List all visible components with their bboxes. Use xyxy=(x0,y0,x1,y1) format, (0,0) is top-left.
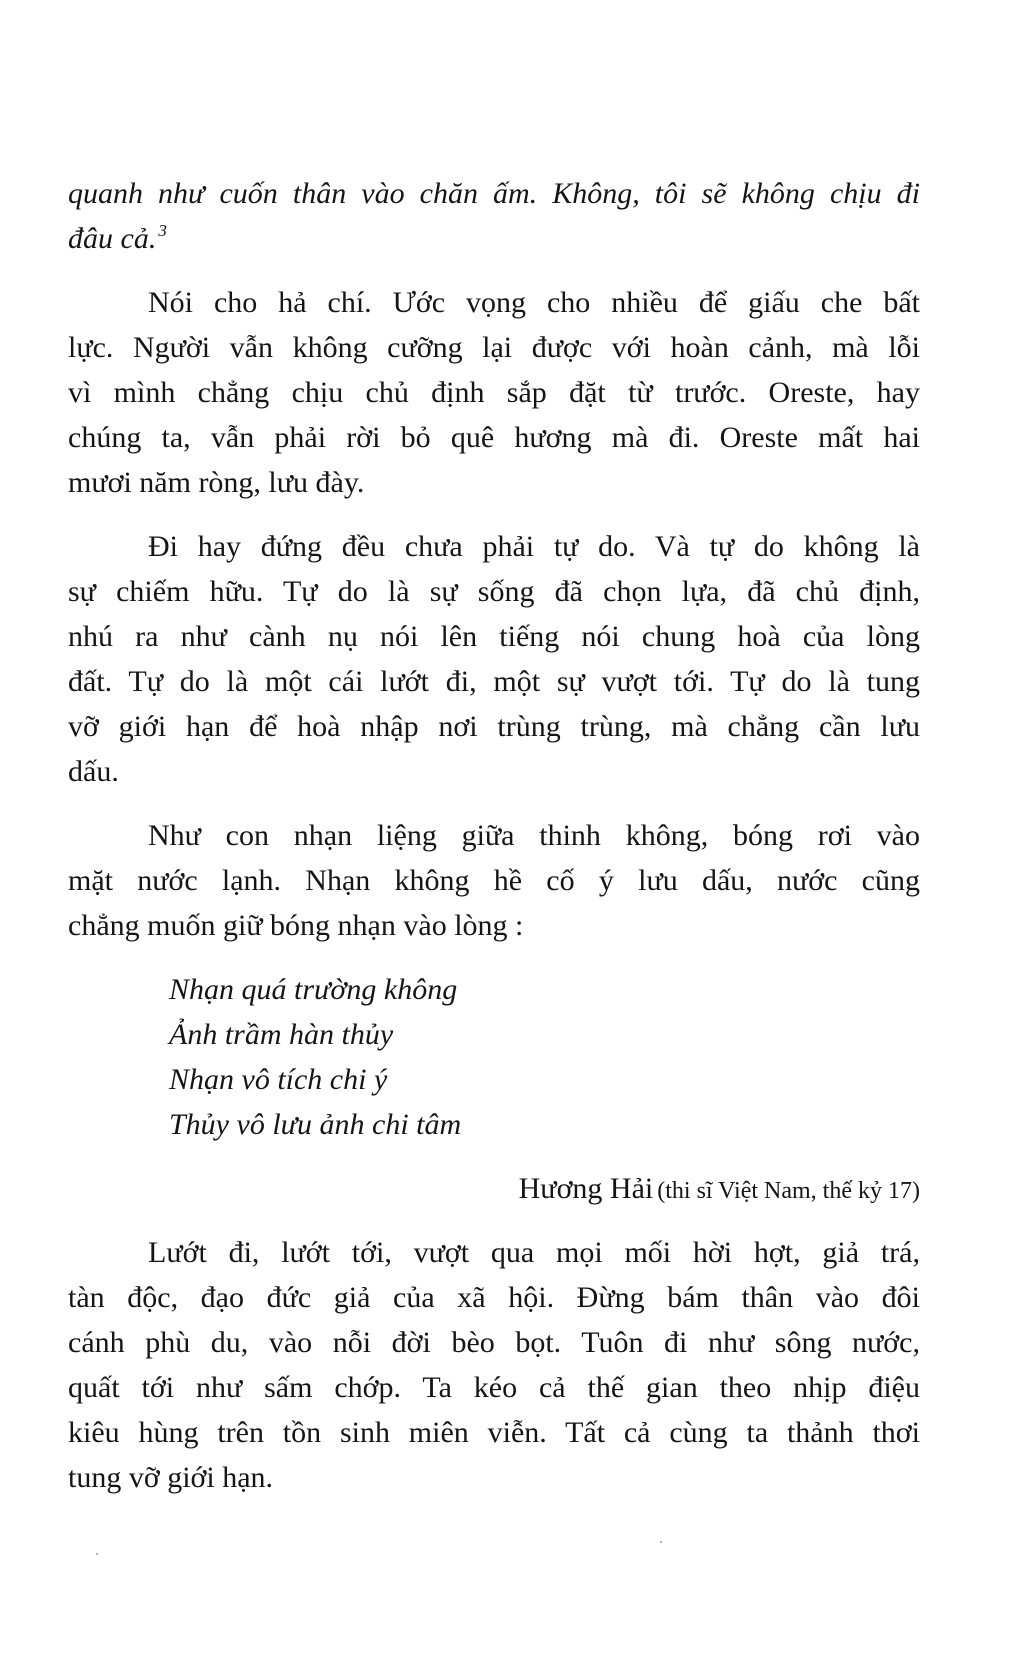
line-text: sự chiếm hữu. Tự do là sự sống đã chọn lựa, đã chủ định, xyxy=(68,575,920,608)
line-text: Ảnh trầm hàn thủy xyxy=(169,1018,394,1051)
line-text: Đi hay đứng đều chưa phải tự do. Và tự do không là xyxy=(148,530,920,563)
text-line xyxy=(68,280,920,325)
text-line xyxy=(68,614,920,659)
text-line xyxy=(68,524,920,569)
line-text: đất. Tự do là một cái lướt đi, một sự vượt tới. Tự do là tung xyxy=(68,665,920,698)
line-text: Như con nhạn liệng giữa thinh không, bóng rơi vào xyxy=(148,819,920,852)
paragraph xyxy=(68,280,920,505)
line-text: mặt nước lạnh. Nhạn không hề cố ý lưu dấu, nước cũng xyxy=(68,864,920,897)
text-line xyxy=(68,171,920,216)
text-line xyxy=(68,704,920,749)
line-text: dấu. xyxy=(68,755,119,788)
scan-speck xyxy=(96,1553,98,1555)
line-text: Lướt đi, lướt tới, vượt qua mọi mối hời hợt, giả trá, xyxy=(148,1236,920,1269)
text-line xyxy=(68,813,920,858)
line-text: đâu cả. xyxy=(68,222,157,255)
footnote-marker[interactable]: 3 xyxy=(158,221,167,240)
text-line xyxy=(68,415,920,460)
line-text: tàn độc, đạo đức giả của xã hội. Đừng bám thân vào đôi xyxy=(68,1281,920,1314)
paragraph xyxy=(68,524,920,794)
attribution-note: (thi sĩ Việt Nam, thế kỷ 17) xyxy=(657,1178,920,1204)
text-line xyxy=(68,1365,920,1410)
attribution-author: Hương Hải xyxy=(518,1172,654,1205)
line-text: lực. Người vẫn không cưỡng lại được với hoàn cảnh, mà lỗi xyxy=(68,331,920,364)
line-text: cánh phù du, vào nỗi đời bèo bọt. Tuôn đi như sông nước, xyxy=(68,1326,920,1359)
line-text: Thủy vô lưu ảnh chi tâm xyxy=(169,1108,462,1141)
text-line xyxy=(68,1320,920,1365)
line-text: kiêu hùng trên tồn sinh miên viễn. Tất cả cùng ta thảnh thơi xyxy=(68,1416,920,1449)
line-text: Nhạn vô tích chi ý xyxy=(169,1063,388,1096)
text-line xyxy=(68,1410,920,1455)
poem-line xyxy=(68,1057,920,1102)
text-line xyxy=(68,325,920,370)
poem-line xyxy=(68,967,920,1012)
text-line xyxy=(68,1275,920,1320)
line-text: Nói cho hả chí. Ước vọng cho nhiều để giấu che bất xyxy=(148,286,920,319)
text-line xyxy=(68,460,920,505)
line-text: quất tới như sấm chớp. Ta kéo cả thế gian theo nhịp điệu xyxy=(68,1371,920,1404)
line-text: mươi năm ròng, lưu đày. xyxy=(68,466,365,499)
text-line xyxy=(68,1455,920,1500)
poem-attribution xyxy=(68,1166,920,1211)
text-line xyxy=(68,749,920,794)
line-text: nhú ra như cành nụ nói lên tiếng nói chung hoà của lòng xyxy=(68,620,920,653)
poem xyxy=(68,967,920,1147)
paragraph xyxy=(68,171,920,261)
text-line xyxy=(68,569,920,614)
line-text: vỡ giới hạn để hoà nhập nơi trùng trùng, mà chẳng cần lưu xyxy=(68,710,920,743)
line-text: quanh như cuốn thân vào chăn ấm. Không, tôi sẽ không chịu đi xyxy=(68,177,920,210)
text-line xyxy=(68,1230,920,1275)
scan-speck xyxy=(660,1541,662,1543)
line-text: Nhạn quá trường không xyxy=(169,973,458,1006)
text-line xyxy=(68,216,920,261)
line-text: tung vỡ giới hạn. xyxy=(68,1461,274,1494)
line-text: chúng ta, vẫn phải rời bỏ quê hương mà đi. Oreste mất hai xyxy=(68,421,920,454)
text-line xyxy=(68,903,920,948)
line-text: vì mình chẳng chịu chủ định sắp đặt từ trước. Oreste, hay xyxy=(68,376,920,409)
book-page-text xyxy=(68,171,920,1519)
text-line xyxy=(68,659,920,704)
poem-line xyxy=(68,1102,920,1147)
paragraph xyxy=(68,1230,920,1500)
text-line xyxy=(68,858,920,903)
text-line xyxy=(68,370,920,415)
poem-line xyxy=(68,1012,920,1057)
paragraph xyxy=(68,813,920,948)
line-text: chẳng muốn giữ bóng nhạn vào lòng : xyxy=(68,909,524,942)
